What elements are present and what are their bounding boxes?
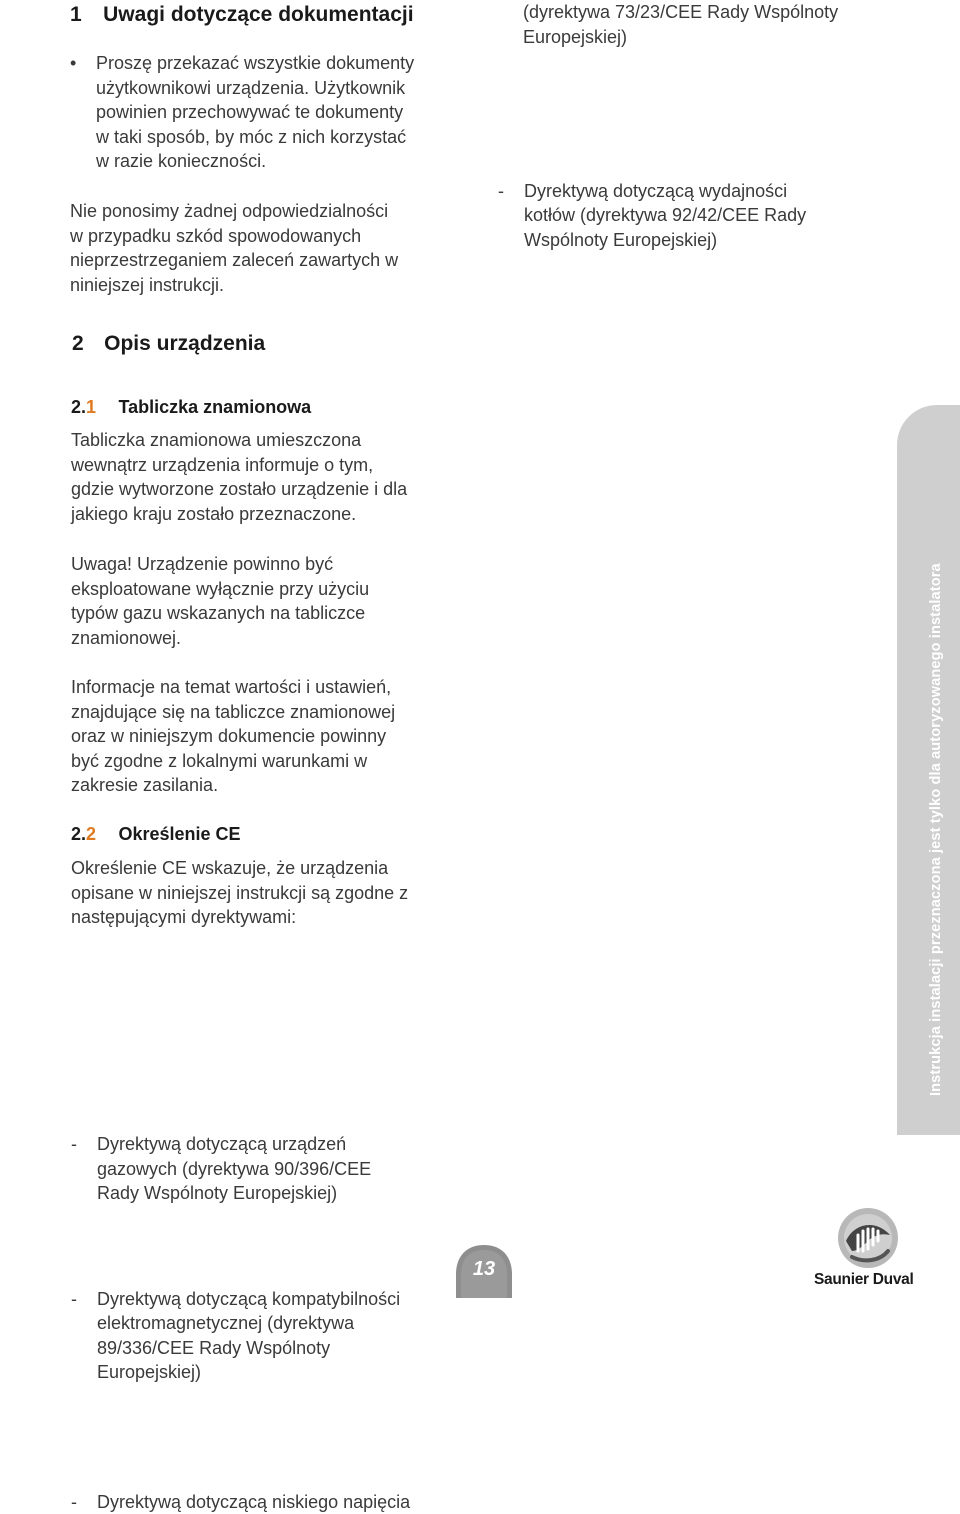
liability-note xyxy=(70,199,470,297)
dash-marker: - xyxy=(71,1490,77,1514)
paragraph-line: Uwaga! Urządzenie powinno być xyxy=(71,552,471,577)
directive-continuation xyxy=(523,0,883,49)
bullet-line: w taki sposób, by móc z nich korzystać xyxy=(96,125,496,150)
bullet-marker: • xyxy=(70,51,76,76)
paragraph-line: gdzie wytworzone zostało urządzenie i dla xyxy=(71,477,471,502)
directive-gas-item xyxy=(71,1132,517,1206)
directive-low-voltage-item xyxy=(71,1490,517,1514)
dash-line: gazowych (dyrektywa 90/396/CEE xyxy=(97,1157,517,1182)
section-1-number: 1 xyxy=(70,3,82,27)
section-2-2-title: Określenie CE xyxy=(118,824,240,844)
continuation-line: Europejskiej) xyxy=(523,25,883,50)
paragraph-line: znamionowej. xyxy=(71,626,471,651)
dash-line: Dyrektywą dotyczącą wydajności xyxy=(524,179,909,204)
paragraph-line: typów gazu wskazanych na tabliczce xyxy=(71,601,471,626)
paragraph-line: oraz w niniejszym dokumencie powinny xyxy=(71,724,471,749)
paragraph-line: eksploatowane wyłącznie przy użyciu xyxy=(71,577,471,602)
paragraph-line: być zgodne z lokalnymi warunkami w xyxy=(71,749,471,774)
section-2-1-number-b: 1 xyxy=(86,397,96,417)
page-number-badge xyxy=(454,1244,514,1298)
note-line: w przypadku szkód spowodowanych xyxy=(70,224,470,249)
bullet-line: w razie konieczności. xyxy=(96,149,496,174)
paragraph-line: znajdujące się na tabliczce znamionowej xyxy=(71,700,471,725)
paragraph-line: jakiego kraju zostało przeznaczone. xyxy=(71,502,471,527)
dash-line: Wspólnoty Europejskiej) xyxy=(524,228,909,253)
paragraph-line: Określenie CE wskazuje, że urządzenia xyxy=(71,856,491,881)
dash-marker: - xyxy=(71,1287,77,1312)
bullet-line: użytkownikowi urządzenia. Użytkownik xyxy=(96,76,496,101)
paragraph-line: Informacje na temat wartości i ustawień, xyxy=(71,675,471,700)
side-tab-text: Instrukcja instalacji przeznaczona jest tylko dla autoryzowanego instalatora xyxy=(928,563,944,1096)
dash-line: Dyrektywą dotyczącą urządzeń xyxy=(97,1132,517,1157)
continuation-line: (dyrektywa 73/23/CEE Rady Wspólnoty xyxy=(523,0,883,25)
dash-line: elektromagnetycznej (dyrektywa xyxy=(97,1311,517,1336)
paragraph-line: Tabliczka znamionowa umieszczona xyxy=(71,428,471,453)
section-2-number: 2 xyxy=(72,332,84,356)
dash-line: Dyrektywą dotyczącą kompatybilności xyxy=(97,1287,517,1312)
dash-line: Rady Wspólnoty Europejskiej) xyxy=(97,1181,517,1206)
nameplate-warning xyxy=(71,552,471,650)
section-2-title: Opis urządzenia xyxy=(104,332,265,355)
dash-line: Europejskiej) xyxy=(97,1360,517,1385)
section-2-1-number-a: 2. xyxy=(71,397,86,417)
note-line: Nie ponosimy żadnej odpowiedzialności xyxy=(70,199,470,224)
brand-name: Saunier Duval xyxy=(814,1271,913,1289)
dash-marker: - xyxy=(498,179,504,204)
paragraph-line: zakresie zasilania. xyxy=(71,773,471,798)
paragraph-line: wewnątrz urządzenia informuje o tym, xyxy=(71,453,471,478)
section-1-bullet xyxy=(70,51,496,174)
note-line: nieprzestrzeganiem zaleceń zawartych w xyxy=(70,248,470,273)
section-2-2-heading xyxy=(71,824,241,845)
section-2-2-number-b: 2 xyxy=(86,824,96,844)
page-number: 13 xyxy=(454,1258,514,1281)
dash-line: 89/336/CEE Rady Wspólnoty xyxy=(97,1336,517,1361)
ce-intro xyxy=(71,856,491,930)
nameplate-paragraph-1 xyxy=(71,428,471,526)
section-1-heading xyxy=(70,3,414,27)
section-2-1-heading xyxy=(71,397,311,418)
paragraph-line: następującymi dyrektywami: xyxy=(71,905,491,930)
saunier-duval-logo-icon xyxy=(836,1205,900,1271)
note-line: niniejszej instrukcji. xyxy=(70,273,470,298)
section-1-title: Uwagi dotyczące dokumentacji xyxy=(103,3,413,26)
section-2-1-title: Tabliczka znamionowa xyxy=(118,397,311,417)
paragraph-line: opisane w niniejszej instrukcji są zgodne z xyxy=(71,881,491,906)
bullet-line: Proszę przekazać wszystkie dokumenty xyxy=(96,51,496,76)
directive-emc-item xyxy=(71,1287,517,1385)
section-2-2-number-a: 2. xyxy=(71,824,86,844)
directive-boilers-item xyxy=(498,179,909,253)
dash-line: Dyrektywą dotyczącą niskiego napięcia xyxy=(97,1490,517,1514)
nameplate-paragraph-3 xyxy=(71,675,471,798)
bullet-line: powinien przechowywać te dokumenty xyxy=(96,100,496,125)
section-2-heading xyxy=(72,332,265,356)
dash-line: kotłów (dyrektywa 92/42/CEE Rady xyxy=(524,203,909,228)
dash-marker: - xyxy=(71,1132,77,1157)
